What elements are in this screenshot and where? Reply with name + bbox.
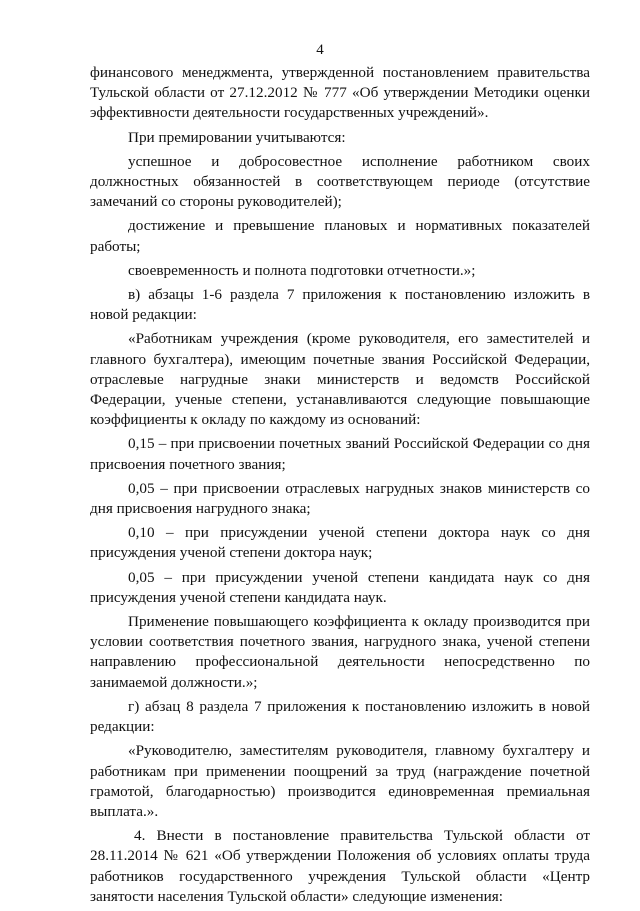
- paragraph-bonus-criterion-reporting: своевременность и полнота подготовки отчетности.»;: [128, 261, 476, 279]
- paragraph-one-time-bonus: «Руководителю, заместителям руководителя, главному бухгалтеру и работникам при применении поощрений за труд (награждение почетной грамотой, благодарностью) производится единовременная премиальная выплата.».: [90, 742, 590, 820]
- paragraph-bonus-criteria-intro: При премировании учитываются:: [128, 128, 346, 146]
- paragraph-item-4: 4. Внести в постановление правительства Тульской области от 28.11.2014 № 621 «Об утверждении Положения об условиях оплаты труда работников государственного учреждения Тульской области «Центр занятости населения Тульской области» следующие изменения:: [90, 827, 590, 905]
- paragraph-coefficients-intro: «Работникам учреждения (кроме руководителя, его заместителей и главного бухгалтера), имеющим почетные звания Российской Федерации, отраслевые нагрудные знаки министерств и ведомств Российской Федерации, ученые степени, устанавливаются следующие повышающие коэффициенты к окладу по каждому из оснований:: [90, 330, 590, 429]
- paragraph-coefficient-doctor: 0,10 – при присуждении ученой степени доктора наук со дня присуждения ученой степени доктора наук;: [90, 524, 590, 562]
- page-number: 4: [316, 42, 324, 58]
- paragraph-item-v: в) абзацы 1-6 раздела 7 приложения к постановлению изложить в новой редакции:: [90, 286, 590, 324]
- paragraph-coefficient-candidate: 0,05 – при присуждении ученой степени кандидата наук со дня присуждения ученой степени кандидата наук.: [90, 568, 590, 606]
- paragraph-continuation: финансового менеджмента, утвержденной постановлением правительства Тульской области от 27.12.2012 № 777 «Об утверждении Методики оценки эффективности деятельности государственных учреждений».: [90, 64, 590, 122]
- paragraph-coefficient-badge: 0,05 – при присвоении отраслевых нагрудных знаков министерств со дня присвоения нагрудного знака;: [90, 479, 590, 518]
- document-body: [90, 63, 590, 911]
- paragraph-coefficient-honorary-title: 0,15 – при присвоении почетных званий Российской Федерации со дня присвоения почетного звания;: [90, 435, 590, 473]
- paragraph-coefficient-application: Применение повышающего коэффициента к окладу производится при условии соответствия почетного звания, нагрудного знака, ученой степени направлению профессиональной деятельности непосредственно по занимаемой должности.»;: [90, 613, 590, 691]
- paragraph-item-g: г) абзац 8 раздела 7 приложения к постановлению изложить в новой редакции:: [90, 697, 590, 736]
- paragraph-bonus-criterion-targets: достижение и превышение плановых и нормативных показателей работы;: [90, 217, 590, 255]
- paragraph-bonus-criterion-duties: успешное и добросовестное исполнение работником своих должностных обязанностей в соответствующем периоде (отсутствие замечаний со стороны руководителей);: [90, 152, 590, 211]
